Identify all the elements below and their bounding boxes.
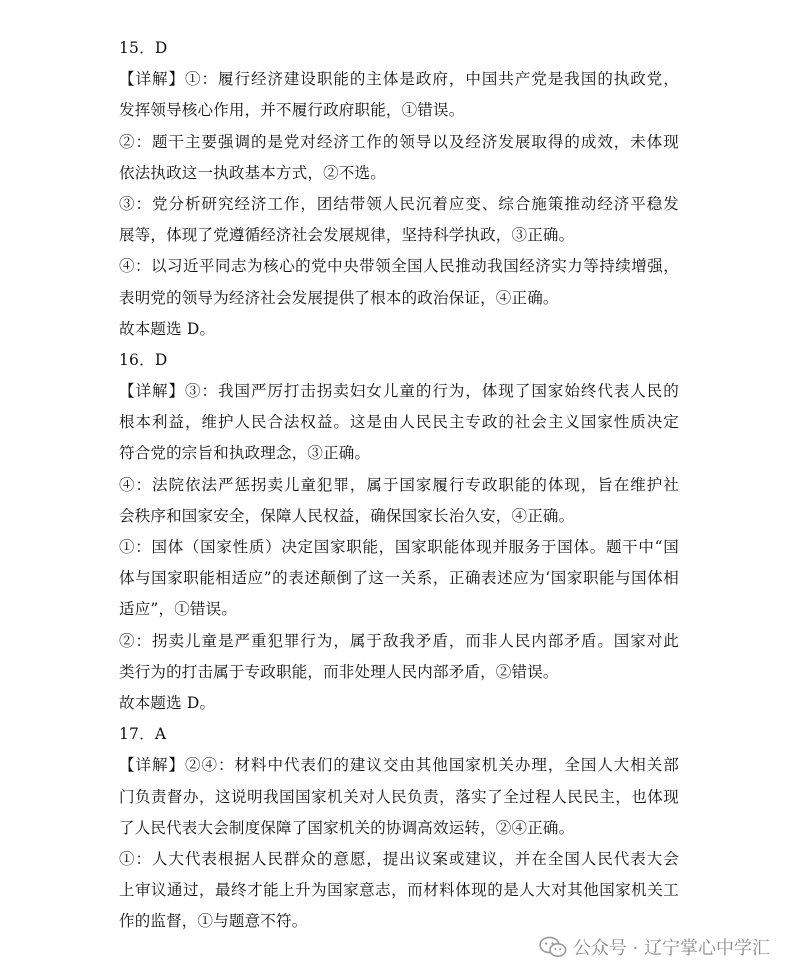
text-line: 作的监督，①与题意不符。: [119, 912, 308, 931]
text-line: 上审议通过，最终才能上升为国家意志，而材料体现的是人大对其他国家机关工: [119, 881, 679, 900]
text-line: 了人民代表大会制度保障了国家机关的协调高效运转，②④正确。: [119, 818, 575, 837]
wechat-icon: [539, 936, 567, 958]
text-line: 根本利益，维护人民合法权益。这是由人民民主专政的社会主义国家性质决定: [119, 413, 679, 432]
text-line: 表明党的领导为经济社会发展提供了根本的政治保证，④正确。: [119, 288, 559, 307]
text-line: 【详解】①：履行经济建设职能的主体是政府，中国共产党是我国的执政党，: [119, 70, 679, 89]
question-number: 17．A: [119, 725, 167, 744]
text-line: ①：人大代表根据人民群众的意愿，提出议案或建议，并在全国人民代表大会: [119, 849, 679, 868]
question-number: 16．D: [119, 350, 168, 369]
wechat-watermark: [539, 934, 770, 960]
question-number: 15．D: [119, 39, 168, 57]
text-line: ②：题干主要强调的是党对经济工作的领导以及经济发展取得的成效，未体现: [119, 132, 679, 151]
text-line: 【详解】②④：材料中代表们的建议交由其他国家机关办理，全国人大相关部: [119, 756, 679, 775]
text-line: 类行为的打击属于专政职能，而非处理人民内部矛盾，②错误。: [119, 662, 559, 681]
text-line: ④：以习近平同志为核心的党中央带领全国人民推动我国经济实力等持续增强，: [119, 257, 679, 276]
text-line: ②：拐卖儿童是严重犯罪行为，属于敌我矛盾，而非人民内部矛盾。国家对此: [119, 631, 679, 650]
text-line: 依法执政这一执政基本方式，②不选。: [119, 163, 386, 182]
text-line: ③：党分析研究经济工作，团结带领人民沉着应变、综合施策推动经济平稳发: [119, 194, 679, 213]
text-line: 体与国家职能相适应”的表述颠倒了这一关系，正确表述应为‘国家职能与国体相: [119, 569, 679, 588]
text-line: 发挥领导核心作用，并不履行政府职能，①错误。: [119, 101, 465, 120]
text-line: ④：法院依法严惩拐卖儿童犯罪，属于国家履行专政职能的体现，旨在维护社: [119, 475, 679, 494]
text-line: 故本题选 D。: [119, 319, 216, 338]
text-line: 故本题选 D。: [119, 693, 216, 712]
text-line: 【详解】③：我国严厉打击拐卖妇女儿童的行为，体现了国家始终代表人民的: [119, 382, 679, 401]
text-line: 会秩序和国家安全，保障人民权益，确保国家长治久安，④正确。: [119, 506, 575, 525]
answer-explanations: [119, 33, 679, 937]
text-line: 适应”，①错误。: [119, 600, 238, 619]
text-line: 符合党的宗旨和执政理念，③正确。: [119, 444, 371, 463]
text-line: 展等，体现了党遵循经济社会发展规律，坚持科学执政，③正确。: [119, 226, 575, 245]
watermark-text: 公众号 · 辽宁掌心中学汇: [572, 938, 770, 959]
text-line: ①：国体（国家性质）决定国家职能，国家职能体现并服务于国体。题干中“国: [119, 538, 679, 556]
text-line: 门负责督办，这说明我国国家机关对人民负责，落实了全过程人民民主，也体现: [119, 787, 679, 806]
